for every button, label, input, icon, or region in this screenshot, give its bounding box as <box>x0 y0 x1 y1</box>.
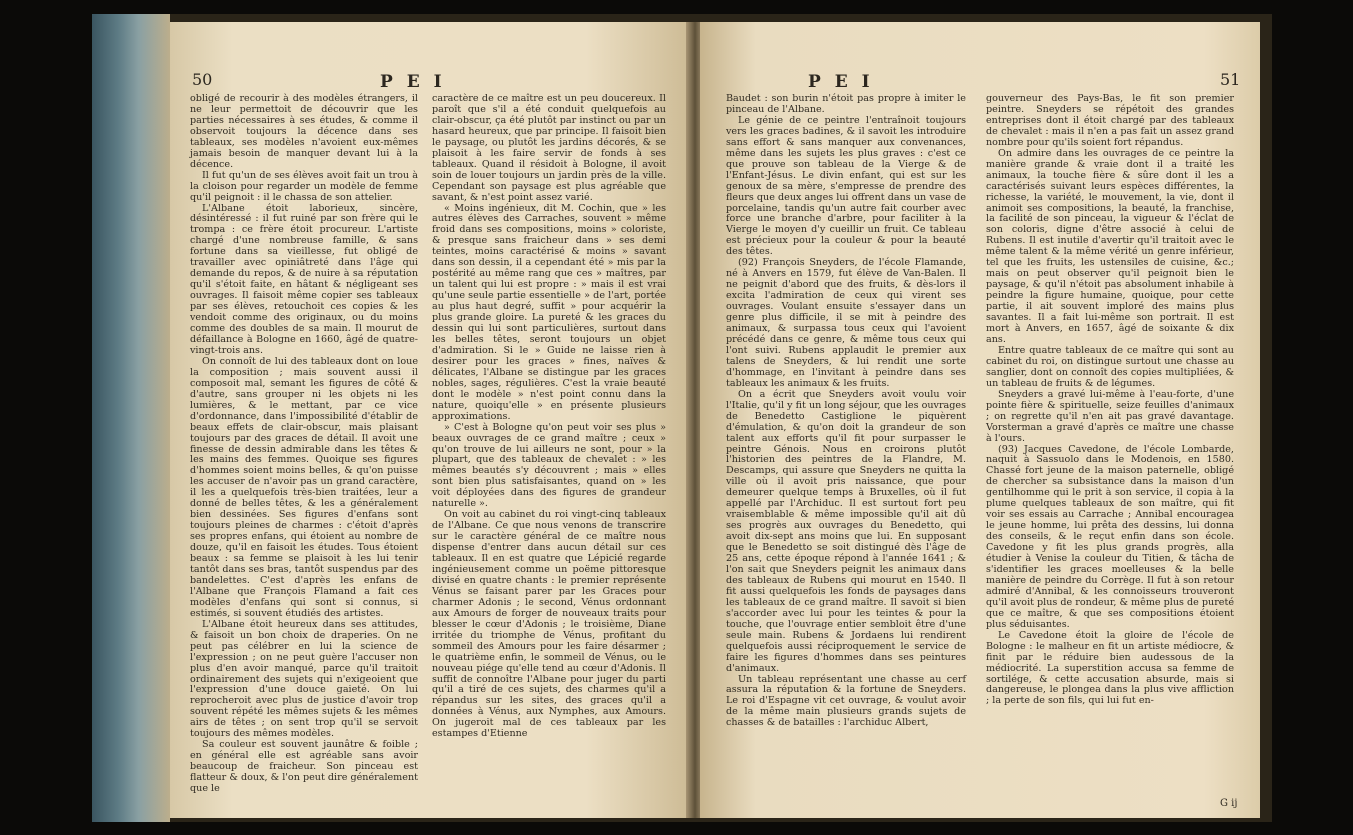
paragraph: L'Albane étoit laborieux, sincère, désintéressé : il fut ruiné par son frère qui le trompa : ce frère étoit procureur. L'artiste chargé d'une nombreuse famille, & sans fortune dans sa vieillesse, fut obligé de travailler avec opiniâtreté dans l'âge qui demande du repos, & de nuire à sa réputation qu'il s'étoit faite, en hâtant & négligeant ses ouvrages. Il faisoit même copier ses tableaux par ses élèves, retouchoit ces copies & les vendoit comme des originaux, ou du moins comme des doubles de sa main. Il mourut de défaillance à Bologne en 1660, âgé de quatre-vingt-trois ans. <box>190 202 418 356</box>
signature-mark: G ij <box>1220 798 1238 809</box>
paragraph: (92) François Sneyders, de l'école Flamande, né à Anvers en 1579, fut élève de Van-Balen. Il ne peignit d'abord que des fruits, & dès-lors il excita l'admiration de ceux qui virent ses ouvrages. Voulant ensuite s'essayer dans un genre plus difficile, il se mit à peindre des animaux, & surpassa tous ceux qui l'avoient précédé dans ce genre, & même tous ceux qui l'ont suivi. Rubens applaudit le premier aux talens de Sneyders, & lui rendit une sorte d'hommage, en l'invitant à peindre dans ses tableaux les animaux & les fruits. <box>726 257 966 389</box>
running-head: P E I <box>380 72 446 92</box>
text-column-2 <box>432 94 666 740</box>
paragraph: Baudet : son burin n'étoit pas propre à imiter le pinceau de l'Albane. <box>726 93 966 115</box>
page-number: 51 <box>1220 70 1241 89</box>
right-page <box>700 22 1260 818</box>
paragraph: caractère de ce maître est un peu doucereux. Il paroît que s'il a été conduit quelquefois au clair-obscur, ça été plutôt par instinct ou par un hasard heureux, que par principe. Il faisoit bien le paysage, ou plutôt les jardins décorés, & se plaisoit à les faire servir de fonds à ses tableaux. Quand il résidoit à Bologne, il avoit soin de louer toujours un jardin près de la ville. Cependant son paysage est plus agréable que savant, & n'est point assez varié. <box>432 93 666 203</box>
paragraph: Sneyders a gravé lui-même à l'eau-forte, d'une pointe fière & spirituelle, seize feuilles d'animaux ; on regrette qu'il n'en ait pas gravé davantage. Vorsterman a gravé d'après ce maître une chasse à l'ours. <box>986 388 1234 444</box>
paragraph: Un tableau représentant une chasse au cerf assura la réputation & la fortune de Sneyders. Le roi d'Espagne vit cet ouvrage, & voulut avoir de la même main plusieurs grands sujets de chasses & de batailles : l'archiduc Albert, <box>726 673 966 729</box>
paragraph: Entre quatre tableaux de ce maître qui sont au cabinet du roi, on distingue surtout une chasse au sanglier, dont on connoît des copies multipliées, & un tableau de fruits & de légumes. <box>986 344 1234 389</box>
paragraph: Le génie de ce peintre l'entraînoit toujours vers les graces badines, & il savoit les introduire sans effort & sans manquer aux convenances, même dans les sujets les plus graves : c'est ce que prouve son tableau de la Vierge & de l'Enfant-Jésus. Le divin enfant, qui est sur les genoux de sa mère, s'empresse de prendre des fleurs que deux anges lui offrent dans un vase de porcelaine, tandis qu'un autre fait courber avec force une branche d'arbre, pour faciliter à la Vierge le moyen d'y cueillir un fruit. Ce tableau est précieux pour la couleur & pour la beauté des têtes. <box>726 114 966 258</box>
paragraph: On voit au cabinet du roi vingt-cinq tableaux de l'Albane. Ce que nous venons de transcrire sur le caractère général de ce maître nous dispense d'entrer dans aucun détail sur ces tableaux. Il en est quatre que Lépicié regarde ingénieusement comme un poëme pittoresque divisé en quatre chants : le premier représente Vénus se faisant parer par les Graces pour charmer Adonis ; le second, Vénus ordonnant aux Amours de forger de nouveaux traits pour blesser le cœur d'Adonis ; le troisième, Diane irritée du triomphe de Vénus, profitant du sommeil des Amours pour les faire désarmer ; le quatrième enfin, le sommeil de Vénus, ou le nouveau piége qu'elle tend au cœur d'Adonis. Il suffit de connoître l'Albane pour juger du parti qu'il a tiré de ces sujets, des charmes qu'il a répandus sur les sites, des graces qu'il a données à Vénus, aux Nymphes, aux Amours. On jugeroit mal de ces tableaux par les estampes d'Etienne <box>432 509 666 740</box>
paragraph: Le Cavedone étoit la gloire de l'école de Bologne : le malheur en fit un artiste médiocre, & finit par le réduire bien audessous de la médiocrité. La superstition accusa sa femme de sortilége, & cette accusation absurde, mais si dangereuse, le plongea dans la plus vive affliction ; la perte de son fils, qui lui fut en- <box>986 629 1234 707</box>
left-page <box>170 22 690 818</box>
text-column-1 <box>190 94 418 795</box>
running-head: P E I <box>808 72 874 92</box>
paragraph: obligé de recourir à des modèles étrangers, il ne leur permettoit de découvrir que les parties nécessaires à ses études, & comme il observoit toujours la décence dans ses tableaux, ses modèles n'avoient eux-mêmes jamais besoin de manquer devant lui à la décence. <box>190 93 418 170</box>
page-number: 50 <box>192 70 213 89</box>
paragraph: » C'est à Bologne qu'on peut voir ses plus » beaux ouvrages de ce grand maître ; ceux » qu'on trouve de lui ailleurs ne sont, pour » la plupart, que des tableaux de chevalet : » les mêmes beautés s'y découvrent ; mais » elles sont bien plus satisfaisantes, quand on » les voit déployées dans des figures de grandeur naturelle ». <box>432 421 666 510</box>
text-column-2 <box>986 94 1234 707</box>
paragraph: Il fut qu'un de ses élèves avoit fait un trou à la cloison pour regarder un modèle de femme qu'il peignoit : il le chassa de son attelier. <box>190 169 418 203</box>
paragraph: (93) Jacques Cavedone, de l'école Lombarde, naquit à Sassuolo dans le Modenois, en 1580. Chassé fort jeune de la maison paternelle, obligé de chercher sa subsistance dans la maison d'un gentilhomme qui le prit à son service, il copia à la plume quelques tableaux de son maître, qui fit voir ses essais au Carrache ; Annibal encouragea le jeune homme, lui prêta des dessins, lui donna des conseils, & le reçut enfin dans son école. Cavedone y fit les plus grands progrès, alla étudier à Venise la couleur du Titien, & tâcha de s'identifier les graces moelleuses & la belle manière de peindre du Corrège. Il fut à son retour admiré d'Annibal, & les connoisseurs trouveront qu'il avoit plus de rondeur, & même plus de pureté que ce maître, & que ses compositions étoient plus séduisantes. <box>986 443 1234 630</box>
paragraph: gouverneur des Pays-Bas, le fit son premier peintre. Sneyders se répétoit des grandes entreprises dont il étoit chargé par des tableaux de chevalet : mais il n'en a pas fait un assez grand nombre pour qu'ils soient fort répandus. <box>986 93 1234 148</box>
paragraph: « Moins ingénieux, dit M. Cochin, que » les autres élèves des Carraches, souvent » même froid dans ses compositions, moins » coloriste, & presque sans fraicheur dans » ses demi teintes, moins caractérisé & moins » savant dans son dessin, il a cependant été » mis par la postérité au même rang que ces » maîtres, par un talent qui lui est propre : » mais il est vrai qu'une seule partie essentielle » de l'art, portée au plus haut degré, suffit » pour acquérir la plus grande gloire. La pureté & les graces du dessin qui lui sont particulières, surtout dans les belles têtes, seront toujours un objet d'admiration. Si le » Guide ne laisse rien à desirer pour les graces » fines, naïves & délicates, l'Albane se distingue par les graces nobles, sages, régulières. C'est la vraie beauté dont le modèle » n'est point connu dans la nature, quoiqu'elle » en présente plusieurs approximations. <box>432 202 666 422</box>
book-edge <box>92 14 170 822</box>
text-column-1 <box>726 94 966 729</box>
paragraph: L'Albane étoit heureux dans ses attitudes, & faisoit un bon choix de draperies. On ne peut pas célébrer en lui la science de l'expression ; on ne peut guère l'accuser non plus d'en avoir manqué, parce qu'il traitoit ordinairement des sujets qui n'exigeoient que l'expression d'une douce gaieté. On lui reprocheroit avec plus de justice d'avoir trop souvent répété les mêmes sujets & les mêmes airs de têtes ; on sent trop qu'il se servoit toujours des mêmes modèles. <box>190 618 418 740</box>
paragraph: On connoît de lui des tableaux dont on loue la composition ; mais souvent aussi il composoit mal, semant les figures de côté & d'autre, sans grouper ni les objets ni les lumières, & le mettant, par ce vice d'ordonnance, dans l'impossibilité d'établir de beaux effets de clair-obscur, mais plaisant toujours par des graces de détail. Il avoit une finesse de dessin admirable dans les têtes & les mains des femmes. Quoique ses figures d'hommes soient moins belles, & qu'on puisse les accuser de n'avoir pas un grand caractère, il les a quelquefois très-bien traitées, leur a donné de belles têtes, & les a généralement bien dessinées. Ses figures d'enfans sont toujours pleines de charmes : c'étoit d'après ses propres enfans, qui étoient au nombre de douze, qu'il en faisoit les études. Tous étoient beaux : sa femme se plaisoit à les lui tenir tantôt dans ses bras, tantôt suspendus par des bandelettes. C'est d'après les enfans de l'Albane que François Flamand a fait ces modèles d'enfans qui sont si connus, si estimés, si souvent étudiés des artistes. <box>190 355 418 619</box>
paragraph: On admire dans les ouvrages de ce peintre la manière grande & vraie dont il a traité les animaux, la touche fière & sûre dont il les a caractérisés suivant leurs espèces différentes, la richesse, la variété, le mouvement, la vie, dont il animoit ses compositions, la beauté, la franchise, la facilité de son pinceau, la vigueur & l'éclat de son coloris, digne d'être associé à celui de Rubens. Il est inutile d'avertir qu'il traitoit avec le même talent & la même vérité un genre inférieur, tel que les fruits, les ustensiles de cuisine, &c.; mais on peut observer qu'il peignoit bien le paysage, & qu'il n'étoit pas absolument inhabile à peindre la figure humaine, quoique, pour cette partie, il ait souvent imploré des mains plus savantes. Il a fait lui-même son portrait. Il est mort à Anvers, en 1657, âgé de soixante & dix ans. <box>986 147 1234 345</box>
paragraph: On a écrit que Sneyders avoit voulu voir l'Italie, qu'il y fit un long séjour, que les ouvrages de Benedetto Castiglione le piquèrent d'émulation, & qu'on doit la grandeur de son talent aux efforts qu'il fit pour surpasser le peintre Génois. Nous en croirons plutôt l'historien des peintres de la Flandre, M. Descamps, qui assure que Sneyders ne quitta la ville où il avoit pris naissance, que pour demeurer quelque temps à Bruxelles, où il fut appellé par l'Archiduc. Il est surtout fort peu vraisemblable & même impossible qu'il ait dû ses progrès aux ouvrages du Benedetto, qui avoit dix-sept ans moins que lui. En supposant que le Benedetto se soit distingué dès l'âge de 25 ans, cette époque répond à l'année 1641 ; & l'on sait que Sneyders peignit les animaux dans des tableaux de Rubens qui mourut en 1540. Il fit aussi quelquefois les fonds de paysages dans les tableaux de ce grand maître. Il savoit si bien s'accorder avec lui pour les teintes & pour la touche, que l'ouvrage entier sembloit être d'une seule main. Rubens & Jordaens lui rendirent quelquefois aussi réciproquement le service de faire les figures d'hommes dans ses peintures d'animaux. <box>726 388 966 674</box>
paragraph: Sa couleur est souvent jaunâtre & foible ; en général elle est agréable sans avoir beaucoup de fraicheur. Son pinceau est flatteur & doux, & l'on peut dire généralement que le <box>190 739 418 795</box>
